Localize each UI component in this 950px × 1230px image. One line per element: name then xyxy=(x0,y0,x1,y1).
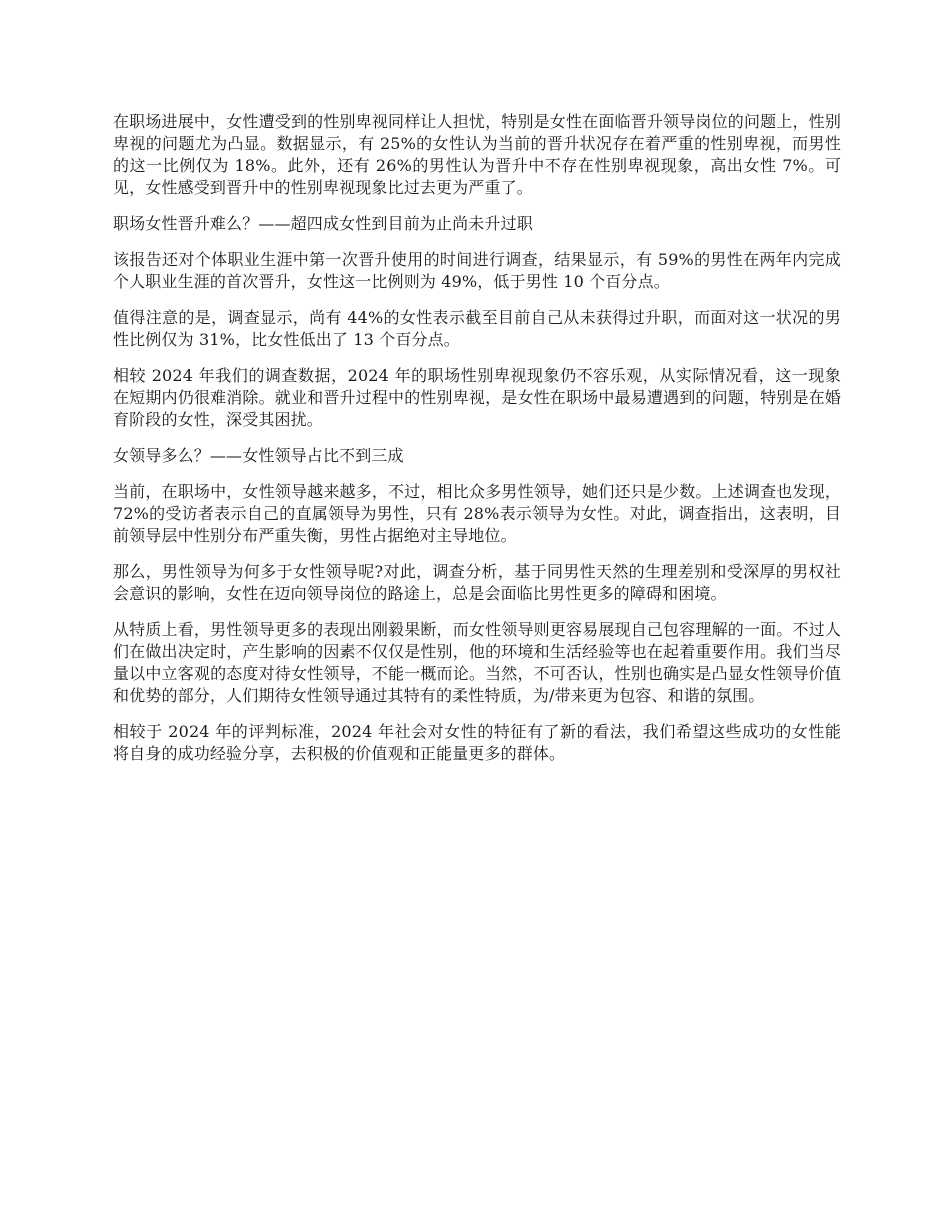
paragraph-yearly-comparison: 相较 2024 年我们的调查数据，2024 年的职场性别卑视现象仍不容乐观，从实际情况看，这一现象在短期内仍很难消除。就业和晋升过程中的性别卑视，是女性在职场中最易遭遇到的问题，特别是在婚育阶段的女性，深受其困扰。 xyxy=(113,366,841,429)
paragraph-never-promoted: 值得注意的是，调查显示，尚有 44%的女性表示截至目前自己从未获得过升职，而面对这一状况的男性比例仅为 31%，比女性低出了 13 个百分点。 xyxy=(113,308,841,349)
paragraph-conclusion: 相较于 2024 年的评判标准，2024 年社会对女性的特征有了新的看法，我们希望这些成功的女性能将自身的成功经验分享，去积极的价值观和正能量更多的群体。 xyxy=(113,722,841,763)
section-heading-promotion: 职场女性晋升难么？——超四成女性到目前为止尚未升过职 xyxy=(113,214,533,233)
paragraph-promotion-discrimination: 在职场进展中，女性遭受到的性别卑视同样让人担忧，特别是女性在面临晋升领导岗位的问题上，性别卑视的问题尤为凸显。数据显示，有 25%的女性认为当前的晋升状况存在着严重的性别卑视，而男性的这一比例仅为 18%。此外，还有 26%的男性认为晋升中不存在性别卑视现象，高出女性 7%。可见，女性感受到晋升中的性别卑视现象比过去更为严重了。 xyxy=(113,112,841,197)
paragraph-leader-ratio: 当前，在职场中，女性领导越来越多，不过，相比众多男性领导，她们还只是少数。上述调查也发现，72%的受访者表示自己的直属领导为男性，只有 28%表示领导为女性。对此，调查指出，这表明，目前领导层中性别分布严重失衡，男性占据绝对主导地位。 xyxy=(113,482,841,545)
section-heading-female-leaders: 女领导多么？——女性领导占比不到三成 xyxy=(113,446,404,465)
paragraph-why-more-male-leaders: 那么，男性领导为何多于女性领导呢?对此，调查分析，基于同男性天然的生理差别和受深厚的男权社会意识的影响，女性在迈向领导岗位的路途上，总是会面临比男性更多的障碍和困境。 xyxy=(113,562,841,603)
document-body xyxy=(113,111,841,779)
paragraph-first-promotion-time: 该报告还对个体职业生涯中第一次晋升使用的时间进行调查，结果显示，有 59%的男性在两年内完成个人职业生涯的首次晋升，女性这一比例则为 49%，低于男性 10 个百分点。 xyxy=(113,250,841,291)
paragraph-leader-traits: 从特质上看，男性领导更多的表现出刚毅果断，而女性领导则更容易展现自己包容理解的一面。不过人们在做出决定时，产生影响的因素不仅仅是性别，他的环境和生活经验等也在起着重要作用。我们当尽量以中立客观的态度对待女性领导，不能一概而论。当然，不可否认，性别也确实是凸显女性领导价值和优势的部分，人们期待女性领导通过其特有的柔性特质，为/带来更为包容、和谐的氛围。 xyxy=(113,620,841,705)
